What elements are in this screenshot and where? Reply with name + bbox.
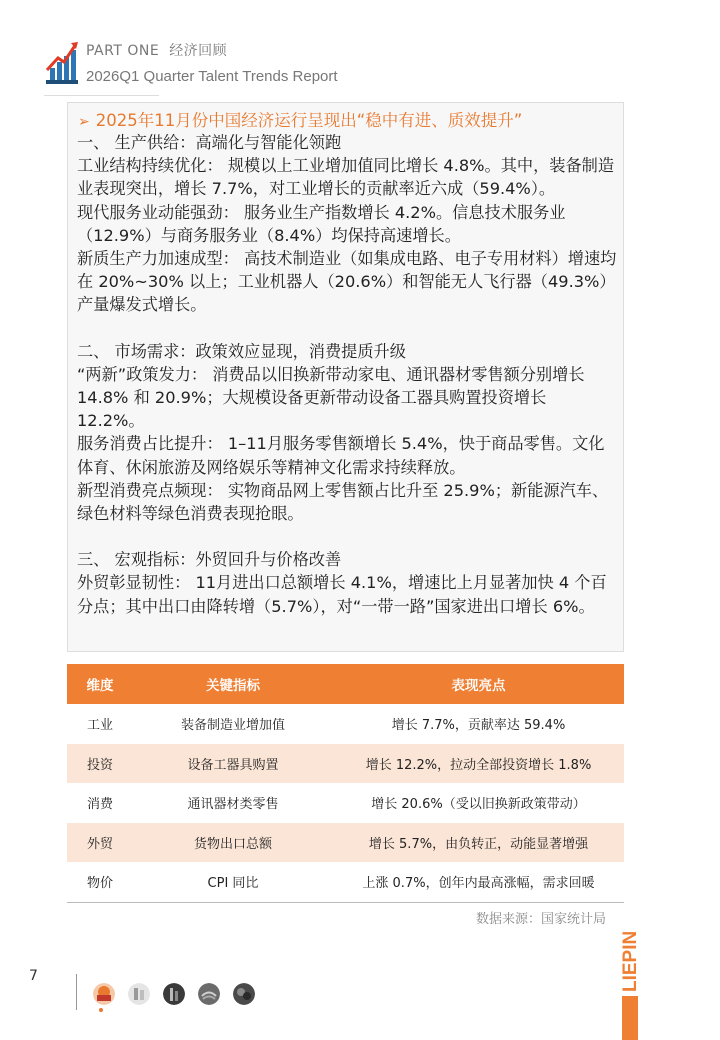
table-cell: 增长 7.7%，贡献率达 59.4% (391, 718, 566, 734)
table-cell: 消费 (86, 797, 113, 813)
table-row (67, 823, 624, 863)
nav-circle-icon-4[interactable] (198, 983, 220, 1005)
paragraph: 新质生产力加速成型： 高技术制造业（如集成电路、电子专用材料）增速均在 20%~30% 以上；工业机器人（20.6%）和智能无人飞行器（49.3%）产量爆发式增长。 (77, 249, 617, 315)
table-cell: 增长 5.7%，由负转正，动能显著增强 (333, 823, 624, 863)
subheading-demand: 二、 市场需求：政策效应显现，消费提质升级 (77, 341, 406, 361)
paragraph: 服务消费占比提升： 1–11月服务零售额增长 5.4%，快于商品零售。文化体育、休闲旅游及网络娱乐等精神文化需求持续释放。 (77, 434, 605, 477)
nav-circle-icon-1[interactable] (93, 983, 115, 1005)
column-header: 维度 (67, 664, 133, 704)
table-cell: CPI 同比 (207, 876, 259, 892)
paragraph: 现代服务业动能强劲： 服务业生产指数增长 4.2%。信息技术服务业（12.9%）与商务服务业（8.4%）均保持高速增长。 (77, 202, 566, 245)
spacer (77, 525, 619, 548)
page-number: 7 (29, 968, 38, 984)
footer-divider (76, 974, 77, 1010)
paragraph: 工业结构持续优化： 规模以上工业增加值同比增长 4.8%。其中，装备制造业表现突出，增长 7.7%，对工业增长的贡献率近六成（59.4%）。 (77, 156, 615, 199)
table-header-row (67, 664, 624, 704)
table-cell: 物价 (86, 876, 113, 892)
table-cell: 增长 12.2%，拉动全部投资增长 1.8% (333, 744, 624, 784)
paragraph: 新型消费亮点频现： 实物商品网上零售额占比升至 25.9%；新能源汽车、绿色材料等绿色消费表现抢眼。 (77, 480, 609, 524)
table-cell: 增长 20.6%（受以旧换新政策带动） (371, 797, 586, 813)
data-source-note: 数据来源：国家统计局 (475, 912, 606, 927)
table-cell: 工业 (86, 718, 113, 734)
nav-circle-icon-5[interactable] (233, 983, 255, 1005)
header-divider (44, 95, 159, 96)
brand-text: LIEPIN (620, 930, 641, 992)
paragraph: 外贸彰显韧性： 11月进出口总额增长 4.1%，增速比上月显著加快 4 个百分点；其中出口由降转增（5.7%），对“一带一路”国家进出口增长 6%。 (77, 573, 607, 616)
subheading-supply: 一、 生产供给：高端化与智能化领跑 (77, 133, 342, 152)
report-title: 2026Q1 Quarter Talent Trends Report (86, 68, 338, 85)
arrow-bullet-icon: ➢ (78, 114, 90, 130)
subheading-macro: 三、 宏观指标：外贸回升与价格改善 (77, 550, 342, 570)
table-cell: 投资 (67, 744, 133, 784)
table-cell: 货物出口总额 (133, 823, 333, 863)
table-row (67, 783, 624, 823)
page-header (44, 36, 604, 96)
table-cell: 装备制造业增加值 (180, 718, 285, 734)
column-header: 表现亮点 (333, 664, 624, 704)
table-cell: 设备工器具购置 (133, 744, 333, 784)
active-page-dot (99, 1008, 103, 1012)
indicator-table (67, 664, 624, 902)
table-cell: 外贸 (67, 823, 133, 863)
economic-review-panel (67, 102, 624, 652)
report-logo-icon (44, 38, 80, 86)
nav-circle-icon-3[interactable] (163, 983, 185, 1005)
table-row (67, 862, 624, 902)
section-headline: ➢ 2025年11月份中国经济运行呈现出“稳中有进、质效提升” (78, 111, 523, 130)
header-part-label: PART ONE 经济回顾 (86, 43, 228, 59)
brand-logo (616, 920, 644, 994)
table-cell: 上涨 0.7%，创年内最高涨幅，需求回暖 (362, 876, 595, 892)
table-row (67, 704, 624, 744)
body-text (77, 131, 619, 618)
table-cell: 通讯器材类零售 (187, 797, 279, 813)
column-header: 关键指标 (133, 664, 333, 704)
brand-accent-bar (622, 996, 638, 1040)
nav-circle-icon-2[interactable] (128, 983, 150, 1005)
spacer (77, 317, 619, 340)
paragraph: “两新”政策发力： 消费品以旧换新带动家电、通讯器材零售额分别增长 14.8% 和 20.9%；大规模设备更新带动设备工器具购置投资增长 12.2%。 (77, 364, 585, 431)
table-row (67, 744, 624, 784)
table-bottom-rule (67, 902, 624, 903)
